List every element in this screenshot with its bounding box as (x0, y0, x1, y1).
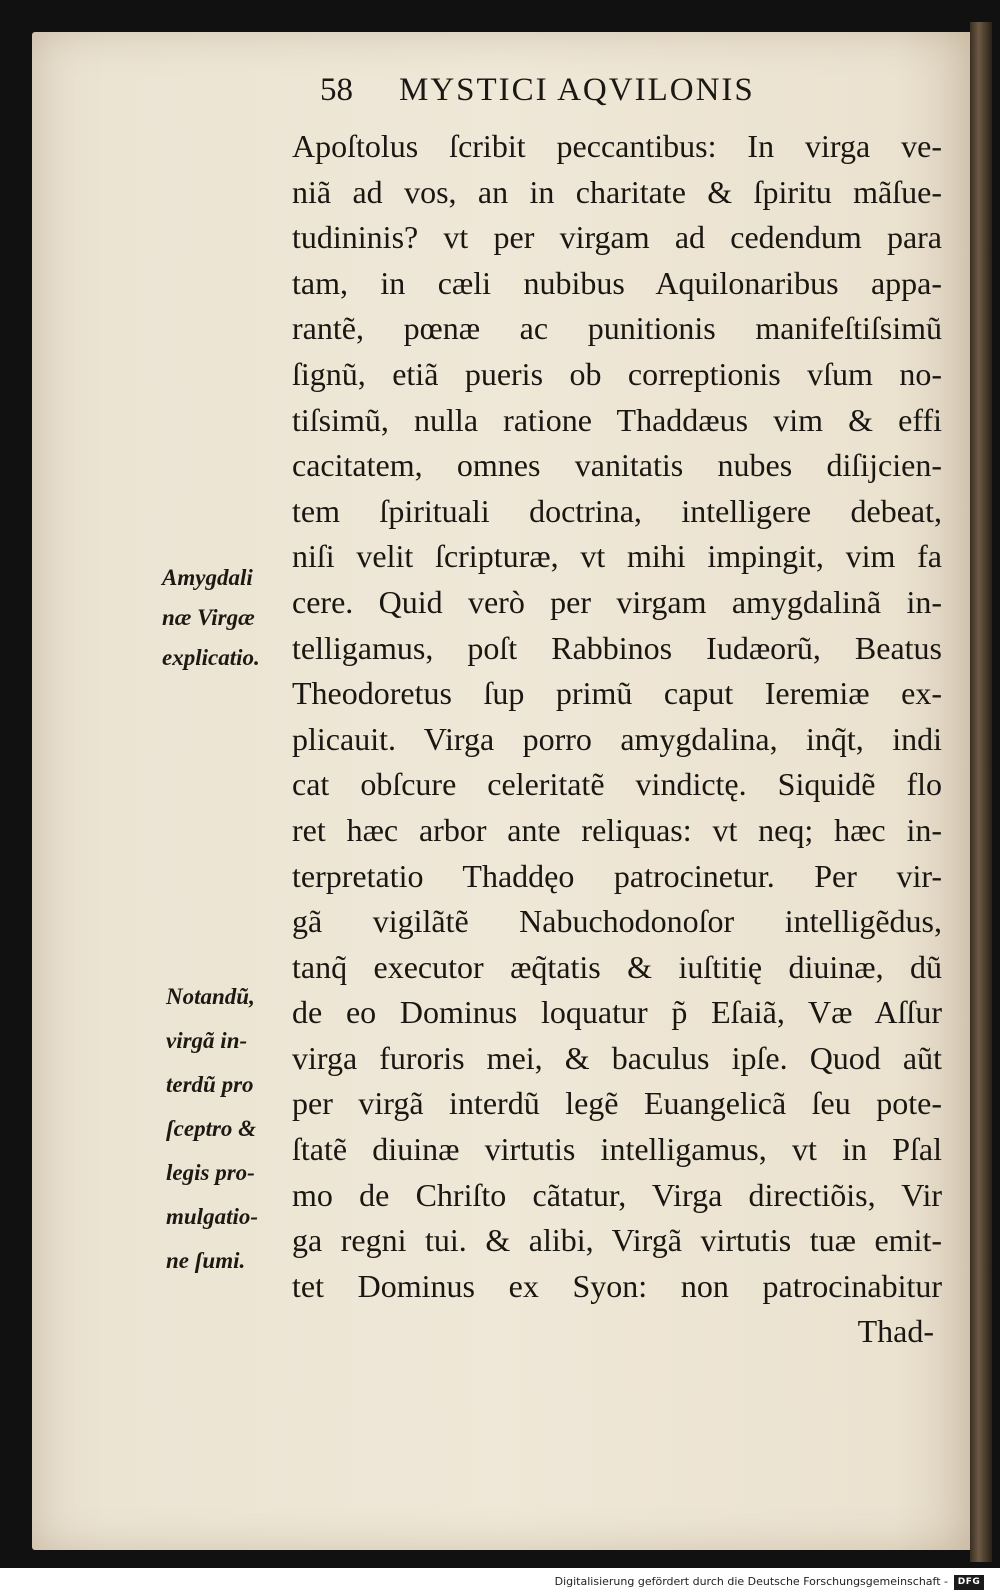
text-line: plicauit. Virga porro amygdalina, inq̃t, indi (292, 720, 942, 757)
margin-note-line: ne ſumi. (166, 1248, 246, 1273)
text-line: tem ſpirituali doctrina, intelligere debeat, (292, 492, 942, 529)
catchword: Thad- (857, 1313, 934, 1350)
text-line: virga furoris mei, & baculus ipſe. Quod aũt (292, 1039, 942, 1076)
text-line: per virgã interdũ legẽ Euangelicã ſeu pote- (292, 1085, 942, 1122)
book-edge (970, 22, 992, 1562)
text-line: ſtatẽ diuinæ virtutis intelligamus, vt in Pſal (292, 1131, 942, 1168)
margin-note-line: Notandũ, (166, 984, 255, 1009)
margin-note-line: mulgatio- (166, 1204, 259, 1229)
text-line: ſignũ, etiã pueris ob correptionis vſum no- (292, 355, 942, 392)
text-line: niã ad vos, an in charitate & ſpiritu mãſue- (292, 173, 942, 210)
text-line: tiſsimũ, nulla ratione Thaddæus vim & effi (292, 401, 942, 438)
text-line: terpretatio Thaddęo patrocinetur. Per vir- (292, 857, 942, 894)
text-line: niſi velit ſcripturæ, vt mihi impingit, vim fa (292, 538, 942, 575)
running-title: MYSTICI AQVILONIS (399, 72, 755, 108)
text-line: mo de Chriſto cãtatur, Virga directiõis, Vir (292, 1176, 942, 1213)
text-line: telligamus, poſt Rabbinos Iudæorũ, Beatus (292, 629, 942, 666)
text-line: gã vigilãtẽ Nabuchodonoſor intelligẽdus, (292, 903, 942, 940)
text-line: ga regni tui. & alibi, Virgã virtutis tuæ emit- (292, 1222, 942, 1259)
page-number: 58 (320, 72, 353, 108)
margin-note-line: ſceptro & (166, 1116, 257, 1141)
margin-note-line: næ Virgæ (162, 605, 255, 630)
text-line: Apoſtolus ſcribit peccantibus: In virga ve- (292, 128, 942, 164)
funding-credit: Digitalisierung gefördert durch die Deutsche Forschungsgemeinschaft - (554, 1575, 948, 1588)
text-line: cere. Quid verò per virgam amygdalinã in- (292, 583, 942, 620)
text-line: de eo Dominus loquatur p̃ Eſaiã, Væ Aſſur (292, 994, 942, 1031)
dfg-logo: DFG (954, 1575, 984, 1590)
margin-note-amygdalinae (162, 558, 302, 678)
margin-note-line: terdũ pro (166, 1072, 254, 1097)
margin-note-line: explicatio. (162, 645, 260, 670)
body-text (292, 124, 942, 1355)
text-line: tam, in cæli nubibus Aquilonaribus appa- (292, 264, 942, 301)
text-line: rantẽ, pœnæ ac punitionis manifeſtiſsimũ (292, 310, 942, 347)
margin-note-line: legis pro- (166, 1160, 255, 1185)
text-line: tudininis? vt per virgam ad cedendum para (292, 219, 942, 256)
text-line: Theodoretus ſup primũ caput Ieremiæ ex- (292, 675, 942, 712)
text-line: tanq̃ executor æq̃tatis & iuſtitię diuinæ, dũ (292, 948, 942, 985)
text-line: tet Dominus ex Syon: non patrocinabitur (292, 1267, 942, 1304)
text-line: cat obſcure celeritatẽ vindictę. Siquidẽ flo (292, 766, 942, 803)
margin-note-notandum (166, 975, 306, 1283)
footer-bar (0, 1572, 1000, 1595)
text-line: ret hæc arbor ante reliquas: vt neq; hæc in- (292, 811, 942, 848)
margin-note-line: virgã in- (166, 1028, 248, 1053)
margin-note-line: Amygdali (162, 565, 253, 590)
running-head (320, 72, 755, 109)
text-line: cacitatem, omnes vanitatis nubes diſijcien- (292, 447, 942, 484)
